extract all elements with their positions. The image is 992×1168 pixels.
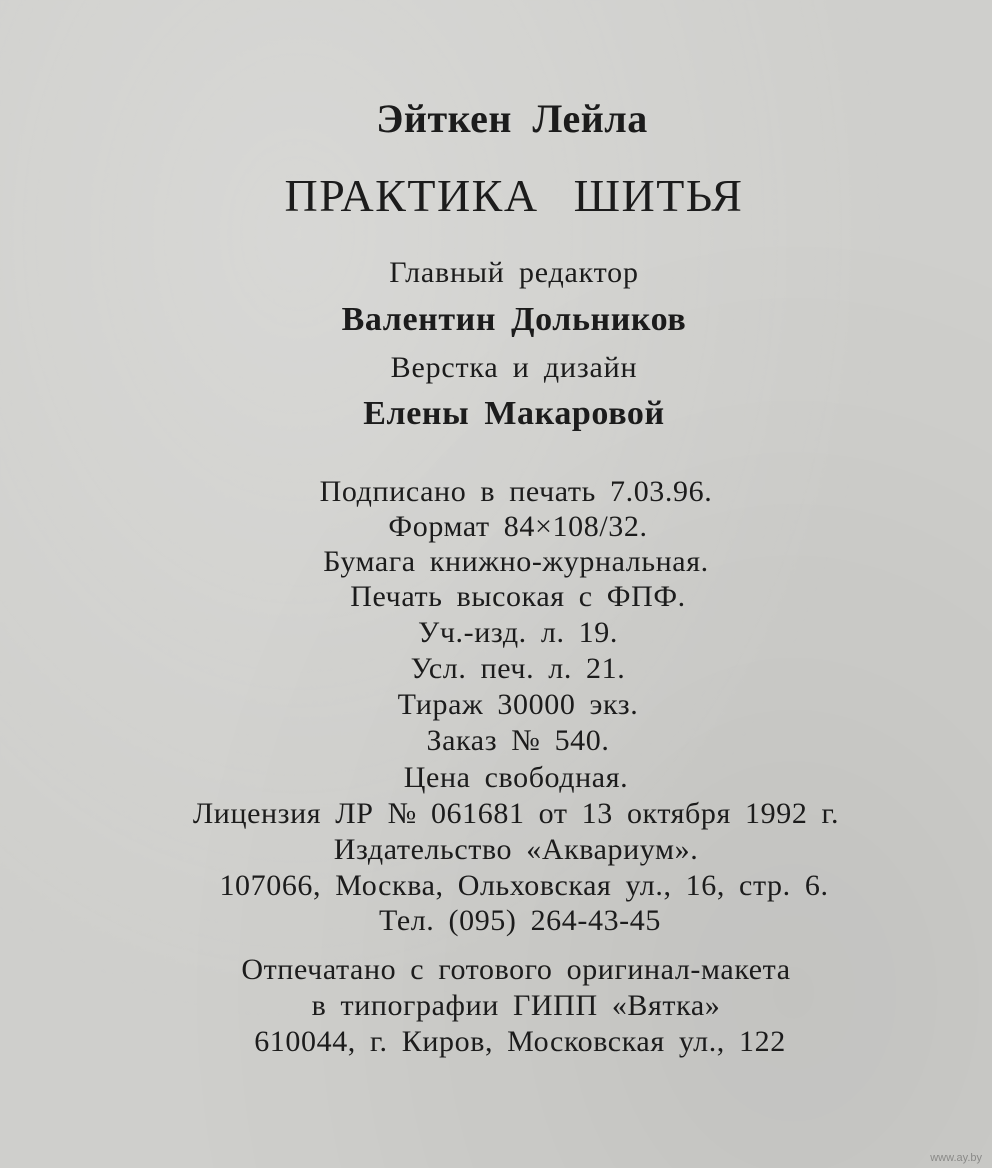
imprint-publisher: Издательство «Аквариум». bbox=[333, 833, 699, 866]
imprint-license: Лицензия ЛР № 061681 от 13 октября 1992 г. bbox=[192, 797, 840, 830]
credit-name-editor: Валентин Дольников bbox=[341, 301, 687, 338]
printer-line-3: 610044, г. Киров, Московская ул., 122 bbox=[254, 1025, 786, 1058]
credit-role-editor: Главный редактор bbox=[389, 256, 639, 289]
watermark: www.ay.by bbox=[930, 1152, 982, 1164]
book-author: Эйткен Лейла bbox=[376, 96, 648, 141]
printer-line-1: Отпечатано с готового оригинал-макета bbox=[241, 953, 791, 986]
imprint-order: Заказ № 540. bbox=[426, 724, 610, 757]
printer-line-2: в типографии ГИПП «Вятка» bbox=[311, 989, 721, 1022]
imprint-printing: Печать высокая с ФПФ. bbox=[350, 580, 686, 613]
imprint-paper: Бумага книжно-журнальная. bbox=[323, 545, 709, 578]
book-title: ПРАКТИКА ШИТЬЯ bbox=[284, 170, 744, 221]
imprint-signed: Подписано в печать 7.03.96. bbox=[319, 475, 713, 508]
imprint-print-run: Тираж 30000 экз. bbox=[397, 688, 639, 721]
imprint-price: Цена свободная. bbox=[403, 761, 629, 794]
imprint-printed-sheets: Усл. печ. л. 21. bbox=[410, 652, 626, 685]
credit-role-design: Верстка и дизайн bbox=[390, 351, 638, 384]
imprint-format: Формат 84×108/32. bbox=[388, 510, 648, 543]
imprint-publisher-sheets: Уч.-изд. л. 19. bbox=[418, 616, 618, 649]
credit-name-design: Елены Макаровой bbox=[363, 395, 665, 432]
imprint-address: 107066, Москва, Ольховская ул., 16, стр. 6. bbox=[219, 869, 829, 902]
imprint-phone: Тел. (095) 264-43-45 bbox=[379, 904, 661, 937]
